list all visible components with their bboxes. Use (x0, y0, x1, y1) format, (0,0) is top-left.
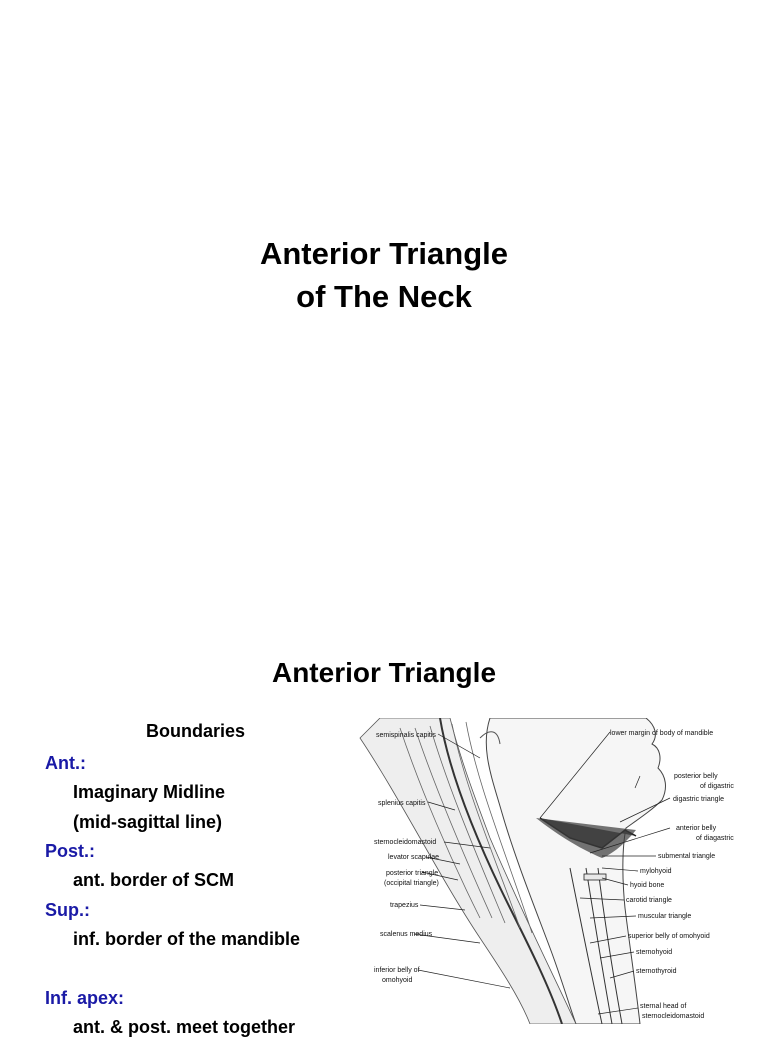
label-anterior-belly-2: of diagastric (696, 835, 734, 842)
label-trapezius: trapezius (390, 902, 419, 909)
label-muscular-triangle: muscular triangle (638, 913, 692, 920)
label-posterior-belly-1: posterior belly (674, 773, 718, 780)
label-sternothyroid: sternothyroid (636, 968, 677, 975)
label-mylohyoid: mylohyoid (640, 868, 672, 875)
label-scalenus-medius: scalenus medius (380, 931, 433, 938)
slide-title-line-1: Anterior Triangle (259, 236, 509, 271)
section-title: Anterior Triangle (271, 657, 497, 688)
superior-boundary-label: Sup.: (45, 900, 90, 920)
posterior-boundary-label: Post.: (45, 841, 96, 861)
boundaries-heading: Boundaries (146, 721, 246, 741)
label-semispinalis-capitis: semispinalis capitis (376, 732, 436, 739)
label-posterior-belly-2: of digastric (700, 783, 734, 790)
inferior-apex-label: Inf. apex: (45, 988, 125, 1008)
posterior-boundary-line-1: ant. border of SCM (73, 870, 234, 890)
label-splenius-capitis: splenius capitis (378, 800, 426, 807)
label-inferior-belly-omohyoid-2: omohyoid (382, 977, 413, 984)
superior-boundary-line-1: inf. border of the mandible (73, 929, 301, 949)
label-occipital-triangle: (occipital triangle) (384, 880, 439, 887)
anterior-boundary-line-1: Imaginary Midline (73, 782, 226, 802)
label-posterior-triangle: posterior triangle (386, 870, 439, 877)
label-digastric-triangle: digastric triangle (673, 796, 724, 803)
label-superior-belly-omohyoid: superior belly of omohyoid (628, 933, 710, 940)
label-levator-scapulae: levator scapulae (388, 854, 439, 861)
anterior-boundary-line-2: (mid-sagittal line) (73, 812, 223, 832)
label-inferior-belly-omohyoid-1: inferior belly of (374, 967, 420, 974)
neck-anatomy-figure (340, 718, 750, 1024)
label-hyoid-bone: hyoid bone (630, 882, 665, 889)
inferior-apex-line-1: ant. & post. meet together (73, 1017, 296, 1037)
label-sternocleidomastoid: sternocleidomastoid (374, 839, 437, 846)
slide-title (0, 232, 768, 318)
label-sternal-head-2: sternocleidomastoid (642, 1013, 705, 1020)
slide-title-line-2: of The Neck (296, 279, 472, 314)
label-sternohyoid: sternohyoid (636, 949, 673, 956)
label-submental-triangle: submental triangle (658, 853, 716, 860)
label-lower-margin-mandible: lower margin of body of mandible (610, 730, 714, 737)
label-anterior-belly-1: anterior belly (676, 825, 717, 832)
label-carotid-triangle: carotid triangle (626, 897, 672, 904)
label-sternal-head-1: sternal head of (640, 1003, 687, 1010)
anterior-boundary-label: Ant.: (45, 753, 86, 773)
